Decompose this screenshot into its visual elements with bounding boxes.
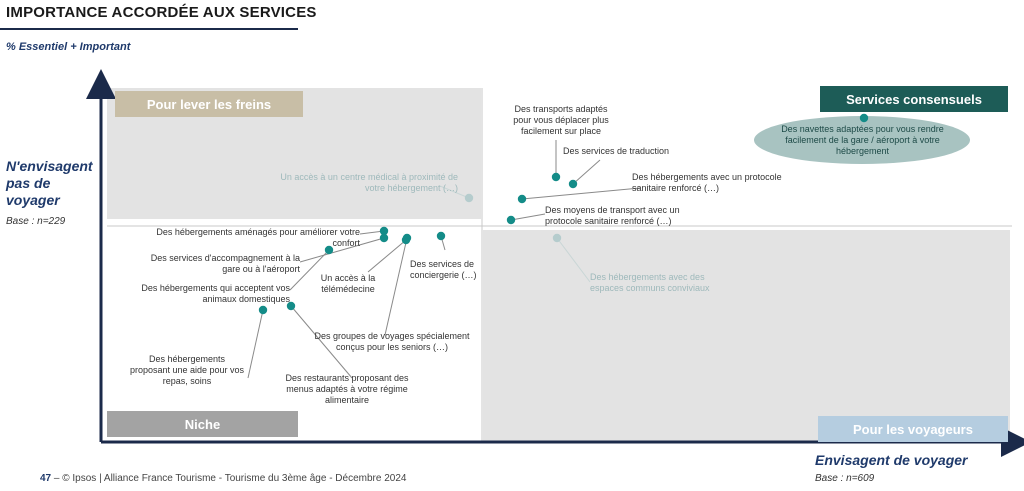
leader-line xyxy=(573,160,600,184)
footer-text: – © Ipsos | Alliance France Tourisme - Tourisme du 3ème âge - Décembre 2024 xyxy=(53,473,407,484)
leader-line xyxy=(522,188,640,199)
data-point xyxy=(437,232,445,240)
x-axis-label: Envisagent de voyager xyxy=(815,452,968,468)
data-point xyxy=(507,216,515,224)
y-axis-label: N'envisagent pas de voyager xyxy=(6,158,93,208)
point-label: Des transports adaptés pour vous déplacer plus facilement sur place xyxy=(513,104,609,136)
quadrant-bottom-right-bg xyxy=(483,230,1010,442)
data-point xyxy=(259,306,267,314)
point-label: Des restaurants proposant des menus adaptés à votre régime alimentaire xyxy=(285,373,409,405)
page-number: 47 xyxy=(40,473,52,484)
quadrant-label-top-right: Services consensuels xyxy=(820,86,1008,112)
point-label: Un accès à la télémédecine xyxy=(320,273,376,294)
point-label: Des navettes adaptées pour vous rendre facilement de la gare / aéroport à votre hébergement xyxy=(781,124,944,156)
data-point xyxy=(569,180,577,188)
quadrant-label-top-left: Pour lever les freins xyxy=(115,91,303,117)
point-label: Des hébergements avec des espaces communs conviviaux xyxy=(590,272,710,293)
point-label: Des services d'accompagnement à la gare ou à l'aéroport xyxy=(150,253,300,274)
point-label: Des groupes de voyages spécialement conçus pour les seniors (…) xyxy=(314,331,470,352)
point-label: Des hébergements proposant une aide pour vos repas, soins xyxy=(129,354,245,386)
point-label: Des services de traduction xyxy=(563,146,670,156)
leader-line xyxy=(248,310,263,378)
page-title: IMPORTANCE ACCORDÉE AUX SERVICES xyxy=(6,4,317,21)
chart-subtitle: % Essentiel + Important xyxy=(6,41,131,53)
y-axis-base: Base : n=229 xyxy=(6,216,66,227)
data-point xyxy=(465,194,473,202)
quadrant-label-bottom-right: Pour les voyageurs xyxy=(818,416,1008,442)
leader-line xyxy=(511,214,545,220)
data-point xyxy=(552,173,560,181)
point-label: Un accès à un centre médical à proximité de votre hébergement (…) xyxy=(280,172,458,193)
data-point xyxy=(403,234,411,242)
x-axis-base: Base : n=609 xyxy=(815,473,875,484)
quadrant-label-bottom-left: Niche xyxy=(107,411,298,437)
point-label: Des hébergements aménagés pour améliorer votre confort xyxy=(156,227,360,248)
point-label: Des moyens de transport avec un protocole sanitaire renforcé (…) xyxy=(545,205,680,226)
point-label: Des services de conciergerie (…) xyxy=(410,259,477,280)
leader-line xyxy=(385,238,407,335)
data-point xyxy=(380,234,388,242)
data-point xyxy=(860,114,868,122)
point-label: Des hébergements avec un protocole sanitaire renforcé (…) xyxy=(632,172,782,193)
point-label: Des hébergements qui acceptent vos animaux domestiques xyxy=(141,283,290,304)
data-point xyxy=(518,195,526,203)
data-point xyxy=(553,234,561,242)
footer xyxy=(40,473,406,484)
